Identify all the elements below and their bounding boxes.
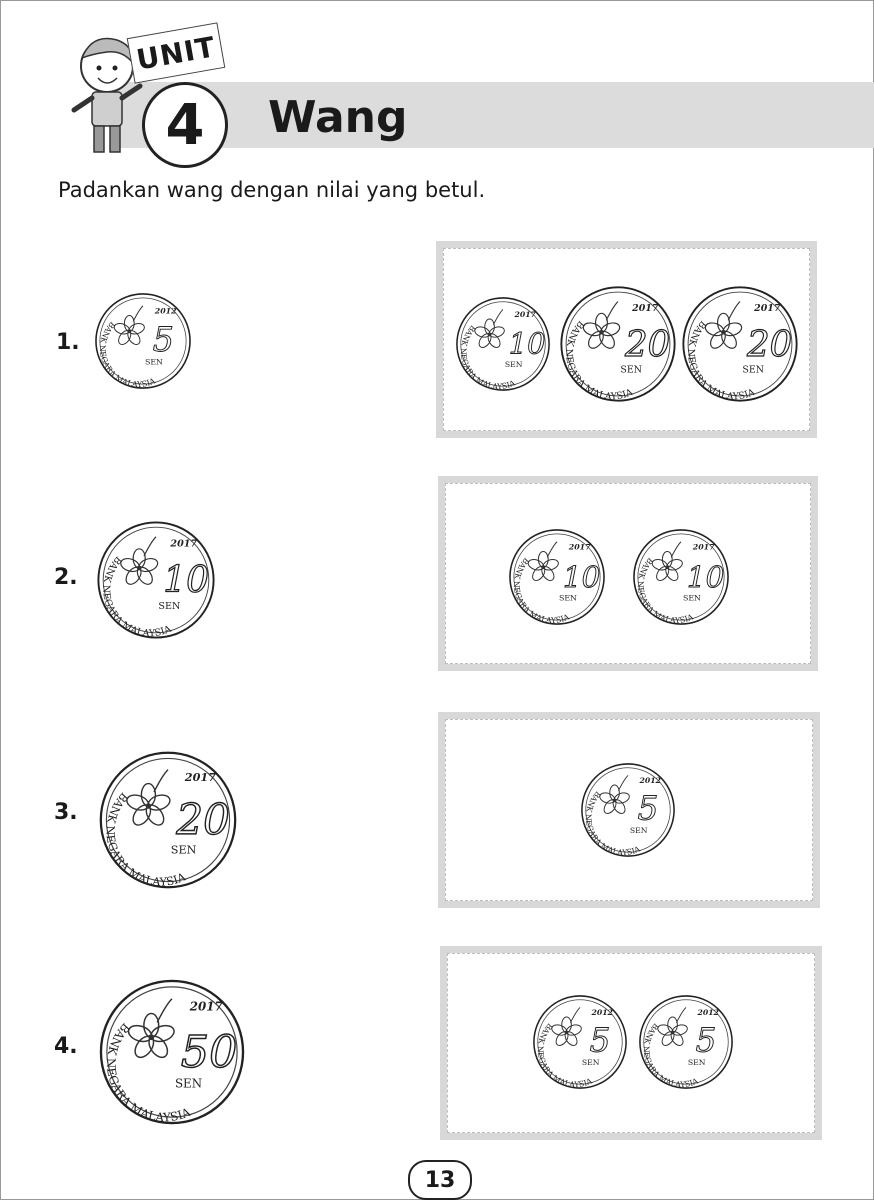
- coin-sen-label: SEN: [581, 1058, 600, 1068]
- coin-sen-label: SEN: [158, 600, 181, 612]
- panel-4-coin: [638, 994, 734, 1094]
- panel-3-coin: [580, 762, 676, 862]
- coin-value: 5: [695, 1021, 717, 1060]
- coin-year: 2017: [568, 542, 591, 552]
- coin-bank-text: BANK NEGARA MALAYSIA: [685, 318, 757, 403]
- panel-1-coin: [559, 285, 677, 407]
- question-number-1: 1.: [56, 330, 80, 355]
- coin-year: 2017: [170, 538, 198, 550]
- panel-2-coin: [508, 528, 606, 630]
- panel-4-coin: [532, 994, 628, 1094]
- coin-value: 5: [152, 319, 175, 359]
- coin-sen-label: SEN: [558, 593, 577, 603]
- coin-year: 2012: [154, 306, 177, 316]
- coin-5-sen-icon: [638, 994, 734, 1090]
- coin-20-sen-icon: [98, 750, 238, 890]
- coin-20-sen-icon: [559, 285, 677, 403]
- coin-5-sen-icon: [532, 994, 628, 1090]
- coin-bank-text: BANK NEGARA MALAYSIA: [458, 323, 517, 392]
- page-number: 13: [408, 1160, 472, 1200]
- coin-bank-text: BANK NEGARA MALAYSIA: [100, 553, 174, 640]
- coin-10-sen-icon: [455, 296, 551, 392]
- coin-bank-text: BANK NEGARA MALAYSIA: [641, 1021, 700, 1090]
- coin-sen-label: SEN: [174, 1076, 203, 1091]
- coin-5-sen-icon: [94, 292, 192, 390]
- coin-50-sen-icon: [98, 978, 246, 1126]
- coin-bank-text: BANK NEGARA MALAYSIA: [511, 555, 571, 626]
- coin-10-sen-icon: [632, 528, 730, 626]
- coin-year: 2017: [189, 999, 223, 1014]
- coin-year: 2017: [632, 302, 659, 314]
- coin-bank-text: BANK NEGARA MALAYSIA: [583, 789, 642, 858]
- coin-sen-label: SEN: [629, 826, 648, 836]
- coin-year: 2017: [692, 542, 715, 552]
- coin-bank-text: BANK NEGARA MALAYSIA: [103, 789, 188, 889]
- coin-value: 5: [589, 1021, 611, 1060]
- coin-value: 20: [747, 323, 793, 365]
- coin-10-sen-icon: [508, 528, 606, 626]
- coin-year: 2017: [514, 310, 536, 320]
- coin-value: 5: [637, 789, 659, 828]
- coin-value: 20: [176, 795, 230, 844]
- coin-sen-label: SEN: [687, 1058, 706, 1068]
- panel-2-coin: [632, 528, 730, 630]
- question-coin-4[interactable]: [98, 978, 246, 1130]
- panel-1-coin: [681, 285, 799, 407]
- question-number-2: 2.: [54, 565, 78, 590]
- instruction-text: Padankan wang dengan nilai yang betul.: [58, 178, 486, 202]
- coin-year: 2012: [697, 1008, 719, 1018]
- panel-1-coin: [455, 296, 551, 396]
- question-coin-2[interactable]: [96, 520, 216, 644]
- coin-year: 2012: [591, 1008, 613, 1018]
- coin-10-sen-icon: [96, 520, 216, 640]
- coin-value: 50: [180, 1026, 238, 1078]
- coin-sen-label: SEN: [504, 360, 523, 370]
- unit-number-badge: 4: [142, 82, 228, 168]
- answer-panel-2[interactable]: [438, 476, 818, 671]
- coin-sen-label: SEN: [620, 364, 642, 376]
- coin-20-sen-icon: [681, 285, 799, 403]
- question-coin-1[interactable]: [94, 292, 192, 394]
- coin-bank-text: BANK NEGARA MALAYSIA: [103, 1020, 193, 1125]
- coin-bank-text: BANK NEGARA MALAYSIA: [97, 319, 157, 390]
- coin-sen-label: SEN: [682, 593, 701, 603]
- coin-sen-label: SEN: [170, 843, 197, 857]
- coin-value: 10: [163, 560, 210, 601]
- coin-bank-text: BANK NEGARA MALAYSIA: [635, 555, 695, 626]
- coin-value: 10: [508, 326, 546, 361]
- unit-label: UNIT: [127, 22, 226, 83]
- question-coin-3[interactable]: [98, 750, 238, 894]
- coin-5-sen-icon: [580, 762, 676, 858]
- coin-year: 2017: [754, 302, 781, 314]
- coin-value: 20: [625, 323, 671, 365]
- coin-value: 10: [562, 559, 601, 594]
- coin-year: 2017: [184, 769, 216, 784]
- coin-bank-text: BANK NEGARA MALAYSIA: [535, 1021, 594, 1090]
- coin-year: 2012: [639, 776, 661, 786]
- question-number-3: 3.: [54, 800, 78, 825]
- coin-sen-label: SEN: [144, 357, 163, 367]
- coin-value: 10: [686, 559, 725, 594]
- coin-bank-text: BANK NEGARA MALAYSIA: [563, 318, 635, 403]
- answer-panel-4[interactable]: [440, 946, 822, 1140]
- question-number-4: 4.: [54, 1034, 78, 1059]
- coin-sen-label: SEN: [742, 364, 764, 376]
- page-title: Wang: [268, 92, 408, 143]
